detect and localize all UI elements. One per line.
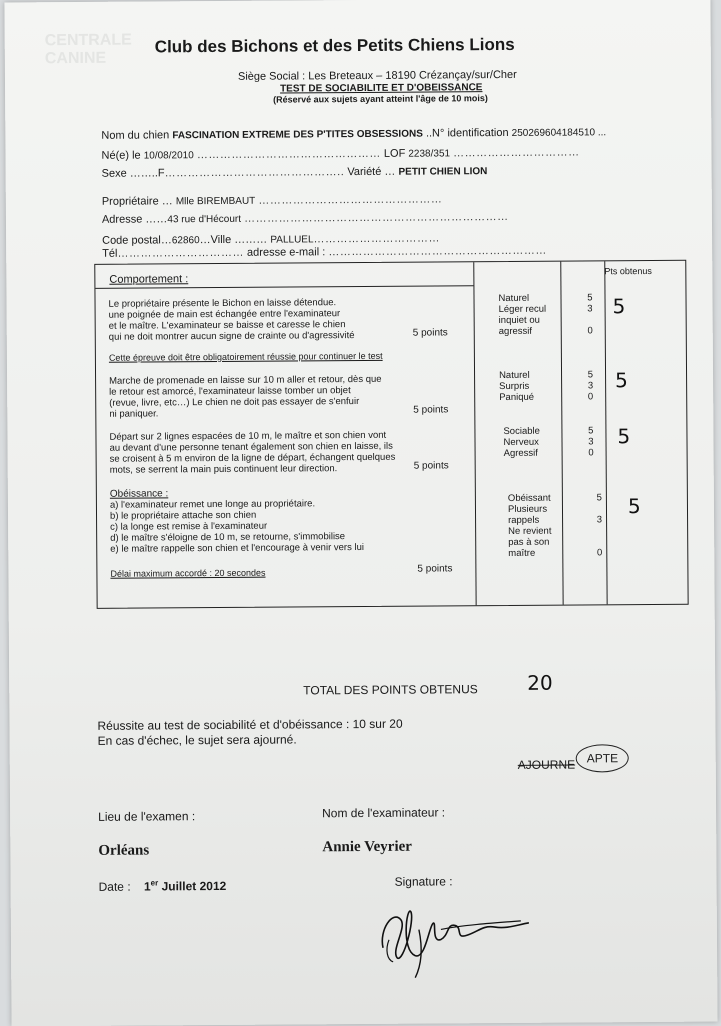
email-label: adresse e-mail : — [246, 246, 326, 259]
result-line-1: Réussite au test de sociabilité et d'obéissance : 10 sur 20 — [97, 716, 403, 733]
variety-value: PETIT CHIEN LION — [398, 166, 488, 178]
date-label: Date : — [98, 879, 131, 894]
postal-label: Code postal… — [102, 234, 172, 247]
handwritten-signature — [371, 899, 542, 980]
pts-obtenus-header: Pts obtenus — [604, 265, 652, 277]
dog-id-label: ..N° identification — [425, 126, 509, 140]
section-3-criteria: Sociable Nerveux Agressif — [503, 425, 540, 460]
postal-value: 62860 — [171, 235, 200, 247]
lof-label: LOF — [383, 147, 406, 160]
comportement-heading: Comportement : — [109, 273, 189, 286]
reserve-note: (Réservé aux sujets ayant atteint l'âge de 10 mois) — [273, 93, 488, 105]
dog-name-label: Nom du chien — [101, 129, 170, 142]
tel-label: Tél — [102, 247, 118, 260]
section-2-criteria: Naturel Surpris Paniqué — [499, 369, 535, 404]
postal-row: Code postal…62860…Ville ……… PALLUEL…………………………… — [102, 232, 441, 247]
owner-label: Propriétaire … — [101, 195, 173, 208]
document-page — [4, 0, 717, 1026]
owner-row: Propriétaire … Mlle BIREMBAUT ………………………………………… — [101, 193, 443, 208]
examinateur-value: Annie Veyrier — [322, 838, 412, 856]
section-4-points: 5 points — [417, 563, 453, 575]
ville-value: PALLUEL — [270, 234, 314, 246]
club-title: Club des Bichons et des Petits Chiens Lions — [154, 34, 515, 57]
lieu-value: Orléans — [98, 842, 150, 859]
date-row — [99, 878, 227, 894]
sex-label: Sexe …….. — [101, 167, 158, 180]
dog-name-row — [101, 126, 606, 142]
section-3-points: 5 points — [413, 460, 449, 472]
section-4-delay: Délai maximum accordé : 20 secondes — [110, 567, 266, 579]
section-3-score: 5 — [617, 424, 631, 449]
result-line-2: En cas d'échec, le sujet sera ajourné. — [97, 732, 297, 748]
dog-sex-row: Sexe ……..F……………………………………….. Variété … PETIT CHIEN LION — [101, 165, 488, 180]
sex-value: F — [157, 167, 165, 180]
apte-option-circled: APTE — [576, 744, 630, 772]
address-label: Adresse …… — [101, 213, 168, 226]
examinateur-label: Nom de l'examinateur : — [322, 805, 446, 821]
address-value: 43 rue d'Hécourt — [167, 213, 242, 226]
must-pass-note: Cette épreuve doit être obligatoirement réussie pour continuer le test — [108, 350, 383, 363]
test-title: TEST DE SOCIABILITE ET D'OBEISSANCE — [280, 82, 483, 95]
contact-row: Tél…………………………… adresse e-mail : ………………………………………………… — [102, 244, 547, 260]
watermark-logo: CENTRALE CANINE — [44, 31, 132, 68]
ville-label: …Ville ……… — [199, 233, 268, 247]
section-2-points: 5 points — [413, 404, 449, 416]
dog-born-row: Né(e) le 10/08/2010 ………………………………………… LOF 2238/351 …………………………… — [101, 146, 580, 162]
signature-label: Signature : — [394, 874, 453, 889]
ajourne-option: AJOURNE — [517, 757, 576, 772]
section-1-points: 5 points — [412, 327, 448, 339]
owner-value: Mlle BIREMBAUT — [175, 195, 256, 208]
siege-social: Siège Social : Les Breteaux – 18190 Crézançay/sur/Cher — [237, 68, 517, 83]
total-label: TOTAL DES POINTS OBTENUS — [303, 682, 478, 698]
section-1-score: 5 — [612, 294, 626, 319]
dog-name-value: FASCINATION EXTREME DES P'TITES OBSESSIONS — [172, 128, 423, 142]
section-2-text: Marche de promenade en laisse sur 10 m aller et retour, dès que le retour est amorcé, l'examinateur laisse tomber un objet (revue, livre, etc…) Le chien ne doit pas essayer de s'enfuir ni paniquer. — [109, 373, 382, 420]
section-1-values: 5 3 0 — [587, 292, 593, 337]
date-day: 1 — [143, 879, 151, 894]
section-3-values: 5 3 0 — [588, 425, 594, 459]
section-1-criteria: Naturel Léger recul inquiet ou agressif — [498, 292, 547, 338]
date-sup: er — [150, 878, 159, 888]
dog-id-value: 250269604184510 ... — [511, 127, 607, 139]
section-1-text: Le propriétaire présente le Bichon en laisse détendue. une poignée de main est échangée entre l'examinateur et le maître. L'examinateur se baisse et caresse le chien qui ne doit montrer aucun signe de crainte ou d'agressivité — [108, 297, 355, 343]
variety-label: Variété … — [347, 165, 396, 179]
lieu-label: Lieu de l'examen : — [98, 809, 196, 824]
section-3-text: Départ sur 2 lignes espacées de 10 m, le maître et son chien vont au devant d'une personne tenant également son chien en laisse, ils se croisent à 5 m environ de la ligne de départ, échangent quelques mots, se serrent la main puis continuent leur direction. — [109, 429, 396, 476]
total-value: 20 — [527, 670, 553, 695]
section-2-values: 5 3 0 — [587, 369, 594, 403]
section-4-text: a) l'examinateur remet une longe au propriétaire. b) le propriétaire attache son chien c) la longe est remise à l'examinateur d) le maître s'éloigne de 10 m, se retourne, s'immobilise e) le maître rappelle son chien et l'encourage à venir vers lui — [109, 498, 364, 555]
date-rest: Juillet 2012 — [161, 878, 227, 894]
born-value: 10/08/2010 — [143, 150, 194, 162]
obeissance-heading: Obéissance : — [109, 488, 169, 500]
section-4-criteria: Obéissant Plusieurs rappels Ne revient pas à son maître — [507, 492, 552, 559]
born-label: Né(e) le — [101, 149, 141, 162]
address-row: Adresse ……43 rue d'Hécourt …………………………………………………………… — [101, 210, 509, 226]
section-2-score: 5 — [615, 368, 628, 393]
lof-value: 2238/351 — [408, 148, 451, 160]
section-4-values: 5 3 0 — [596, 492, 603, 559]
section-4-score: 5 — [627, 494, 641, 519]
